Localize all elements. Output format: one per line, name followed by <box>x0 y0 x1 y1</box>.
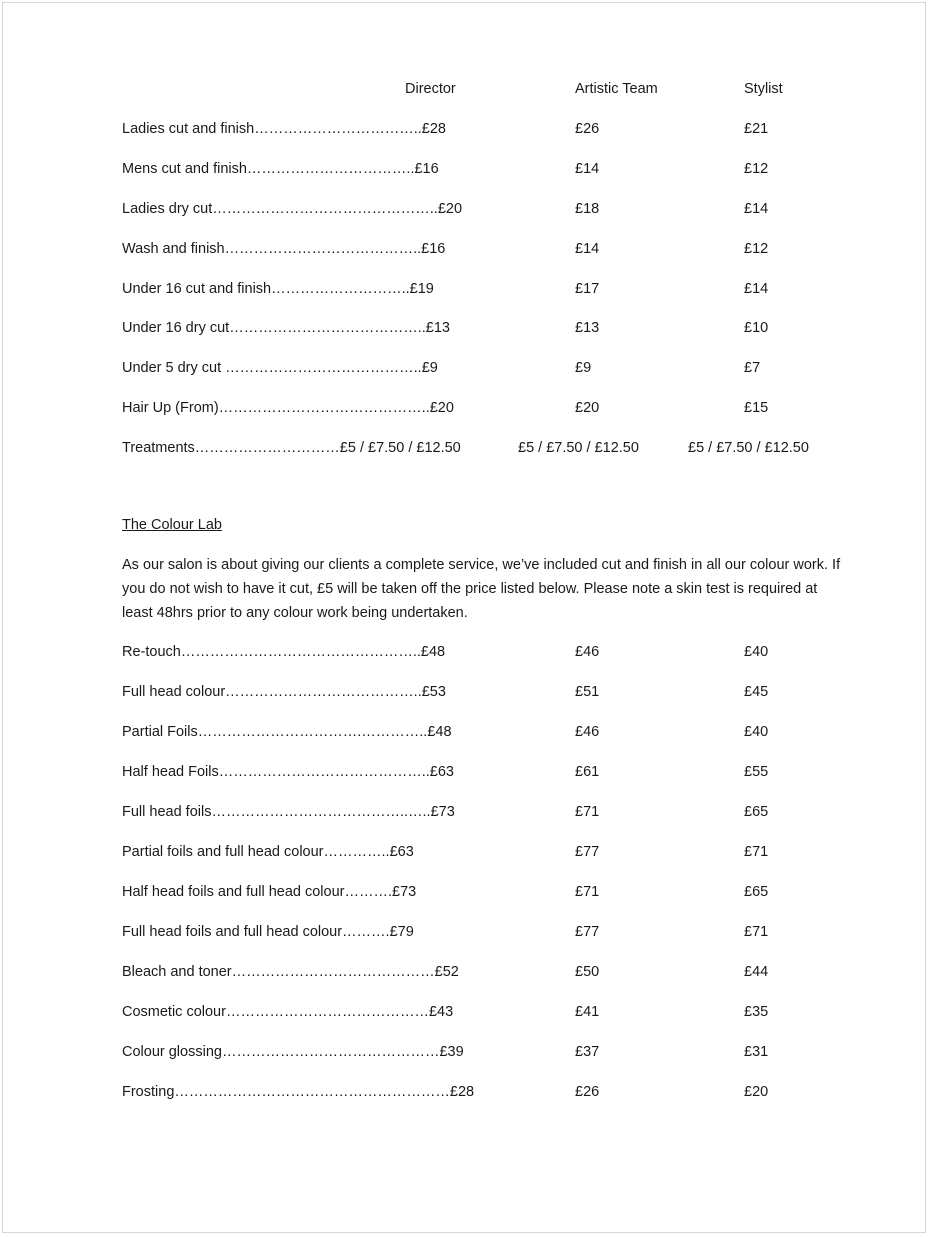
artistic-team-price: £46 <box>575 644 600 660</box>
artistic-team-price: £50 <box>575 964 600 980</box>
service-with-director-price: Full head foils and full head colour……….£79 <box>122 924 414 940</box>
service-with-director-price: Wash and finish…………………………………..£16 <box>122 241 446 257</box>
stylist-price: £10 <box>744 320 769 336</box>
artistic-team-price: £77 <box>575 844 600 860</box>
price-row <box>0 318 930 338</box>
service-with-director-price: Under 16 dry cut…………………………………..£13 <box>122 320 450 336</box>
price-row <box>0 882 930 902</box>
stylist-price: £12 <box>744 161 769 177</box>
price-row <box>0 962 930 982</box>
price-row <box>0 802 930 822</box>
artistic-team-price: £46 <box>575 724 600 740</box>
service-with-director-price: Full head foils…………………………………..…..£73 <box>122 804 455 820</box>
stylist-price: £71 <box>744 844 769 860</box>
stylist-price: £14 <box>744 281 769 297</box>
artistic-team-price: £61 <box>575 764 600 780</box>
price-row <box>0 922 930 942</box>
artistic-team-price: £14 <box>575 241 600 257</box>
stylist-price: £31 <box>744 1044 769 1060</box>
service-with-director-price: Ladies dry cut………………………………………..£20 <box>122 201 463 217</box>
service-with-director-price: Bleach and toner……………………………………£52 <box>122 964 459 980</box>
price-row <box>0 358 930 378</box>
price-row <box>0 722 930 742</box>
artistic-team-price: £20 <box>575 400 600 416</box>
service-with-director-price: Re-touch…………………………………………..£48 <box>122 644 446 660</box>
stylist-price: £15 <box>744 400 769 416</box>
price-row <box>0 682 930 702</box>
price-row <box>0 199 930 219</box>
header-director: Director <box>405 81 456 97</box>
service-with-director-price: Half head foils and full head colour……….£73 <box>122 884 417 900</box>
price-row <box>0 1082 930 1102</box>
price-row <box>0 1042 930 1062</box>
stylist-price: £44 <box>744 964 769 980</box>
service-with-director-price: Colour glossing………………………………………£39 <box>122 1044 464 1060</box>
price-row <box>0 762 930 782</box>
stylist-price: £40 <box>744 644 769 660</box>
service-with-director-price: Under 16 cut and finish………………………..£19 <box>122 281 434 297</box>
section-title-colour-lab: The Colour Lab <box>122 517 222 533</box>
service-with-director-price: Partial Foils…………………………….…………..£48 <box>122 724 452 740</box>
service-with-director-price: Frosting…………………………………………………£28 <box>122 1084 475 1100</box>
service-with-director-price: Mens cut and finish……………………………..£16 <box>122 161 439 177</box>
price-row <box>0 239 930 259</box>
price-row <box>0 119 930 139</box>
price-row <box>0 438 930 458</box>
artistic-team-price: £51 <box>575 684 600 700</box>
artistic-team-price: £71 <box>575 884 600 900</box>
header-stylist: Stylist <box>744 81 783 97</box>
stylist-price: £65 <box>744 884 769 900</box>
price-row <box>0 1002 930 1022</box>
artistic-team-price: £5 / £7.50 / £12.50 <box>518 440 639 456</box>
artistic-team-price: £71 <box>575 804 600 820</box>
service-with-director-price: Cosmetic colour……………………………………£43 <box>122 1004 454 1020</box>
stylist-price: £12 <box>744 241 769 257</box>
service-with-director-price: Ladies cut and finish……………………………..£28 <box>122 121 446 137</box>
service-with-director-price: Treatments…………………………£5 / £7.50 / £12.50 <box>122 440 461 456</box>
stylist-price: £65 <box>744 804 769 820</box>
price-row <box>0 842 930 862</box>
stylist-price: £40 <box>744 724 769 740</box>
artistic-team-price: £18 <box>575 201 600 217</box>
artistic-team-price: £77 <box>575 924 600 940</box>
artistic-team-price: £13 <box>575 320 600 336</box>
service-with-director-price: Hair Up (From)……………………………………..£20 <box>122 400 454 416</box>
stylist-price: £20 <box>744 1084 769 1100</box>
price-row <box>0 159 930 179</box>
stylist-price: £71 <box>744 924 769 940</box>
service-with-director-price: Full head colour…………………………………..£53 <box>122 684 446 700</box>
stylist-price: £45 <box>744 684 769 700</box>
service-with-director-price: Half head Foils……………………………………..£63 <box>122 764 454 780</box>
artistic-team-price: £14 <box>575 161 600 177</box>
service-with-director-price: Partial foils and full head colour…………..£63 <box>122 844 414 860</box>
colour-lab-intro: As our salon is about giving our clients a complete service, we’ve included cut and finish in all our colour work. If you do not wish to have it cut, £5 will be taken off the price listed below. Please note a skin test is required at least 48hrs prior to any colour work being undertaken. <box>122 557 841 621</box>
price-row <box>0 398 930 418</box>
artistic-team-price: £26 <box>575 1084 600 1100</box>
service-with-director-price: Under 5 dry cut …………………………………..£9 <box>122 360 438 376</box>
stylist-price: £14 <box>744 201 769 217</box>
stylist-price: £35 <box>744 1004 769 1020</box>
artistic-team-price: £17 <box>575 281 600 297</box>
artistic-team-price: £41 <box>575 1004 600 1020</box>
stylist-price: £21 <box>744 121 769 137</box>
price-row <box>0 279 930 299</box>
artistic-team-price: £37 <box>575 1044 600 1060</box>
stylist-price: £7 <box>744 360 761 376</box>
stylist-price: £55 <box>744 764 769 780</box>
artistic-team-price: £9 <box>575 360 592 376</box>
artistic-team-price: £26 <box>575 121 600 137</box>
header-artistic-team: Artistic Team <box>575 81 658 97</box>
stylist-price: £5 / £7.50 / £12.50 <box>688 440 809 456</box>
price-row <box>0 642 930 662</box>
